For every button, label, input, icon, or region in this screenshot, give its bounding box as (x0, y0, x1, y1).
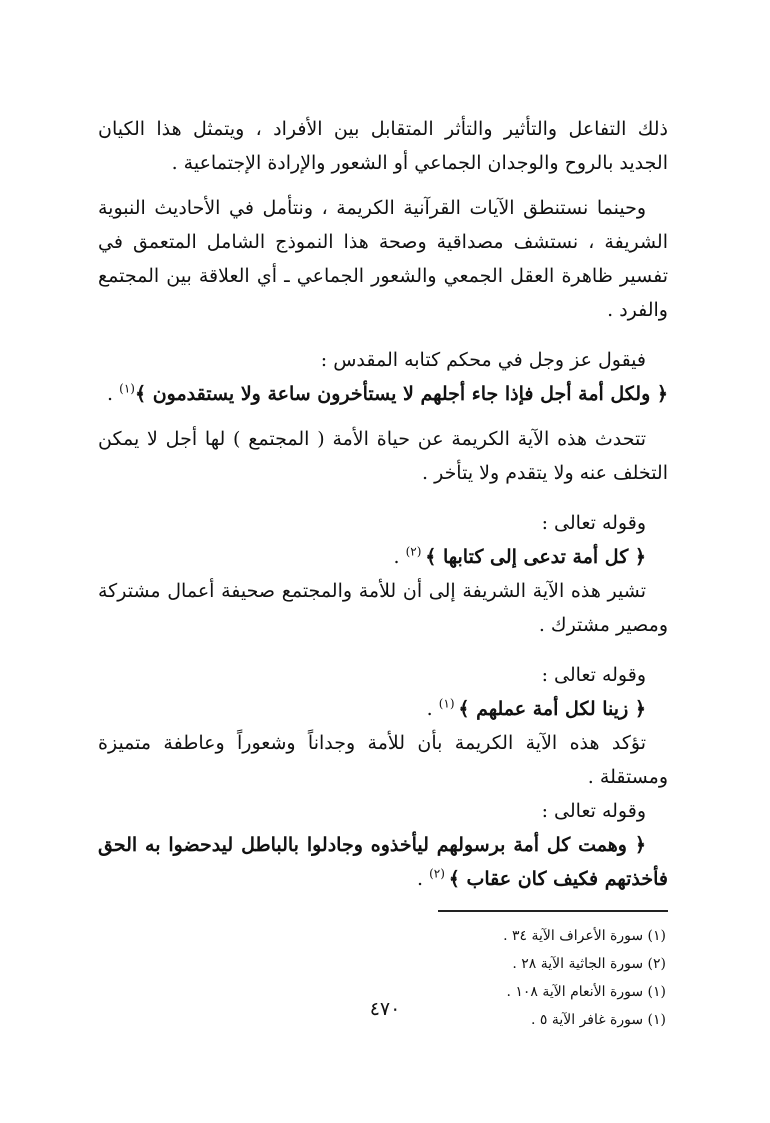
page-number: ٤٧٠ (369, 998, 401, 1020)
paragraph-1: ذلك التفاعل والتأثير والتأثر المتقابل بين الأفراد ، ويتمثل هذا الكيان الجديد بالروح والوجدان الجماعي أو الشعور والإرادة الإجتماعية . (98, 118, 668, 174)
paragraph-7: وقوله تعالى : (541, 664, 646, 686)
quote-2 (98, 540, 668, 574)
quote-4-text: ﴿ وهمت كل أمة برسولهم ليأخذوه وجادلوا بالباطل ليدحضوا به الحق فأخذتهم فكيف كان عقاب ﴾ (98, 834, 668, 890)
quote-2-end: . (393, 546, 406, 568)
quote-2-ref: (٢) (405, 544, 426, 559)
quote-4-ref: (٢) (429, 866, 449, 881)
paragraph-2: وحينما نستنطق الآيات القرآنية الكريمة ، ونتأمل في الأحاديث النبوية الشريفة ، نستشف مصداقية وصحة هذا النموذج الشامل المتعمق في تفسير ظاهرة العقل الجمعي والشعور الجماعي ـ أي العلاقة بين المجتمع والفرد . (98, 197, 668, 321)
footnote-2: (٢) سورة الجاثية الآية ٢٨ . (512, 956, 666, 972)
paragraph-3: فيقول عز وجل في محكم كتابه المقدس : (320, 349, 646, 371)
paragraph-5: وقوله تعالى : (541, 512, 646, 534)
page-body (98, 112, 668, 1034)
quote-3-text: ﴿ زينا لكل أمة عملهم ﴾ (458, 698, 646, 720)
quote-1-ref: (١) (119, 381, 135, 396)
paragraph-6: تشير هذه الآية الشريفة إلى أن للأمة والمجتمع صحيفة أعمال مشتركة ومصير مشترك . (98, 580, 668, 636)
footnote-1: (١) سورة الأعراف الآية ٣٤ . (503, 928, 666, 944)
quote-4 (98, 828, 668, 896)
quote-3-end: . (426, 698, 439, 720)
paragraph-9: وقوله تعالى : (541, 800, 646, 822)
quote-1-end: . (107, 383, 120, 405)
quote-3 (98, 692, 668, 726)
footnote-separator (438, 910, 668, 912)
paragraph-4: تتحدث هذه الآية الكريمة عن حياة الأمة ( المجتمع ) لها أجل لا يمكن التخلف عنه ولا يتقدم ولا يتأخر . (98, 428, 668, 484)
footnote-3: (١) سورة الأنعام الآية ١٠٨ . (506, 984, 666, 1000)
paragraph-8: تؤكد هذه الآية الكريمة بأن للأمة وجداناً وشعوراً وعاطفة متميزة ومستقلة . (98, 732, 668, 788)
quote-2-text: ﴿ كل أمة تدعى إلى كتابها ﴾ (425, 546, 646, 568)
quote-1-text: ﴿ ولكل أمة أجل فإذا جاء أجلهم لا يستأخرون ساعة ولا يستقدمون ﴾ (134, 383, 668, 405)
quote-3-ref: (١) (438, 696, 459, 711)
quote-1 (98, 377, 668, 411)
footnote-4: (١) سورة غافر الآية ٥ . (530, 1012, 666, 1028)
quote-4-end: . (417, 868, 430, 890)
